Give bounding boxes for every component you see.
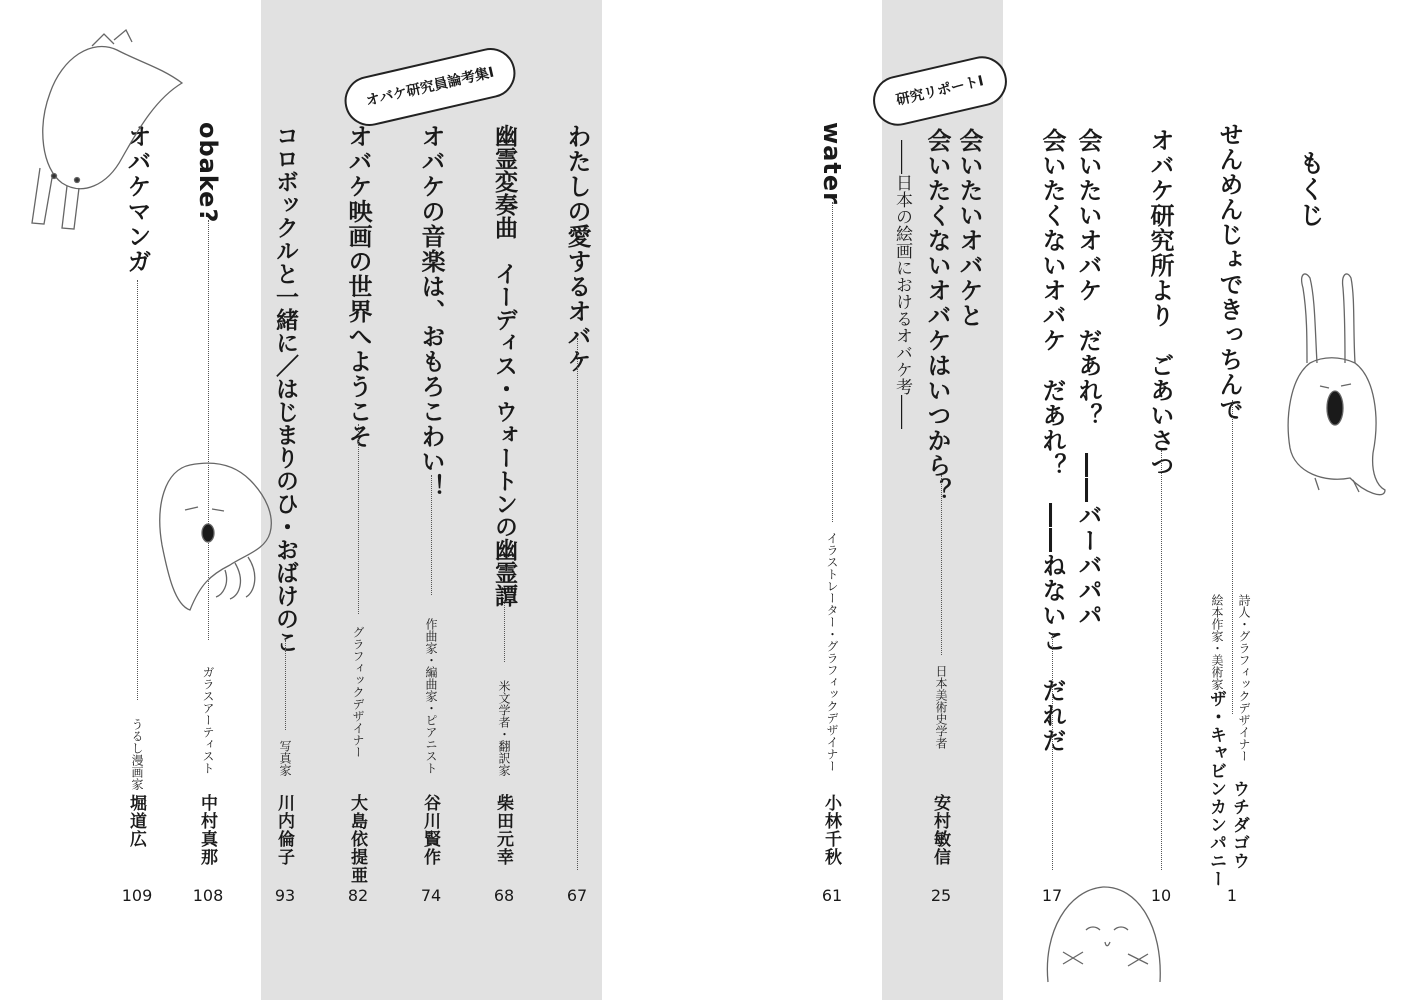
toc-entry-role: ガラスアーティスト [201,666,215,774]
section-label-essays: オバケ研究員論考集Ⅰ [340,43,521,131]
toc-entry-title: オバケ映画の世界へようこそ [344,124,372,449]
toc-entry-subtitle: ――日本の絵画におけるオバケ考―― [892,140,912,429]
toc-entry-author: 谷川賢作 [420,794,440,866]
toc-entry-page: 93 [274,886,296,905]
toc-leader [1232,400,1233,714]
toc-heading-column [1290,120,1330,990]
toc-entry-title-2: 会いたくないオバケはいつから？ [923,128,951,503]
toc-entry-author: 柴田元幸 [493,794,513,866]
toc-leader [832,202,833,522]
toc-heading: もくじ [1296,150,1325,228]
toc-leader [504,600,505,662]
toc-entry-page: 10 [1150,886,1172,905]
toc-entry-title: オバケマンガ [123,124,151,274]
toc-entry-title: 会いたいオバケと [955,128,983,328]
toc-entry[interactable] [1141,120,1226,990]
toc-entry[interactable] [812,120,852,990]
toc-entry-page: 17 [1041,886,1063,905]
toc-entry[interactable] [338,120,378,990]
toc-entry-title-2: 会いたくないオバケ だあれ？ ――ねないこ だれだ [1038,128,1066,753]
toc-entry-page: 1 [1226,886,1238,905]
toc-entry-title: obake? [194,122,222,224]
toc-leader [577,338,578,870]
toc-leader [1052,635,1053,870]
toc-entry-role: 日本美術史学者 [934,665,948,749]
toc-entry-author: 堀道広 [126,794,146,848]
toc-entry-title: 会いたいオバケ だあれ？ ――バーバパパ [1074,128,1102,628]
toc-entry-role: 詩人・グラフィックデザイナー [1237,594,1251,762]
toc-entry[interactable] [885,120,995,990]
ghost-illustration-left-middle [150,445,290,615]
toc-entry-title: せんめんじょできっちんで [1215,122,1243,422]
toc-entry-role: 絵本作家・美術家 [1210,594,1224,690]
toc-entry-page: 67 [566,886,588,905]
toc-entry-role: イラストレーター・グラフィックデザイナー [825,532,839,772]
toc-entry-title: わたしの愛するオバケ [563,124,591,374]
ghost-illustration-bottom [1028,872,1178,982]
toc-entry-page: 82 [347,886,369,905]
toc-entry-author: 中村真那 [197,794,217,866]
toc-entry-author: 安村敏信 [930,794,950,866]
toc-entry-author: 小林千秋 [821,794,841,866]
toc-leader [1161,450,1162,870]
toc-entry-title: コロボックルと一緒に／はじまりのひ・おばけのこ [272,124,298,653]
toc-leader [137,280,138,700]
toc-entry-author: 大島依提亜 [347,794,367,884]
toc-entry-page: 74 [420,886,442,905]
toc-entry-page: 25 [930,886,952,905]
section-label-research-report: 研究リポートⅠ [868,51,1012,130]
toc-entry-role: うるし漫画家 [130,718,144,790]
toc-entry-role: 写真家 [278,740,292,776]
toc-entry-page: 108 [192,886,224,905]
ghost-illustration-top-left [22,28,192,238]
toc-entry-title: オバケの音楽は、おもろこわい！ [417,124,445,499]
toc-entry[interactable] [1032,120,1112,990]
toc-leader [431,475,432,595]
ghost-illustration-right-tall [1285,268,1395,518]
toc-entry-role: 作曲家・編曲家・ピアニスト [424,618,438,774]
toc-entry-title: オバケ研究所より ごあいさつ [1146,128,1174,478]
toc-entry-author: ザ・キャビンカンパニー [1206,690,1226,888]
toc-entry-author: ウチダゴウ [1229,780,1249,870]
toc-entry-page: 68 [493,886,515,905]
toc-entry-page: 109 [121,886,153,905]
toc-entry[interactable] [484,120,524,990]
toc-leader [941,475,942,655]
toc-entry[interactable] [411,120,451,990]
toc-entry-role: グラフィックデザイナー [351,626,365,758]
toc-leader [285,640,286,730]
toc-entry-title: 幽霊変奏曲 イーディス・ウォートンの幽霊譚 [491,124,517,607]
toc-entry-page: 61 [821,886,843,905]
toc-entry-role: 米文学者・翻訳家 [497,680,511,776]
toc-entry-author: 川内倫子 [274,794,294,866]
toc-entry-title: water [818,122,846,205]
toc-leader [358,424,359,614]
toc-entry[interactable] [557,120,597,990]
